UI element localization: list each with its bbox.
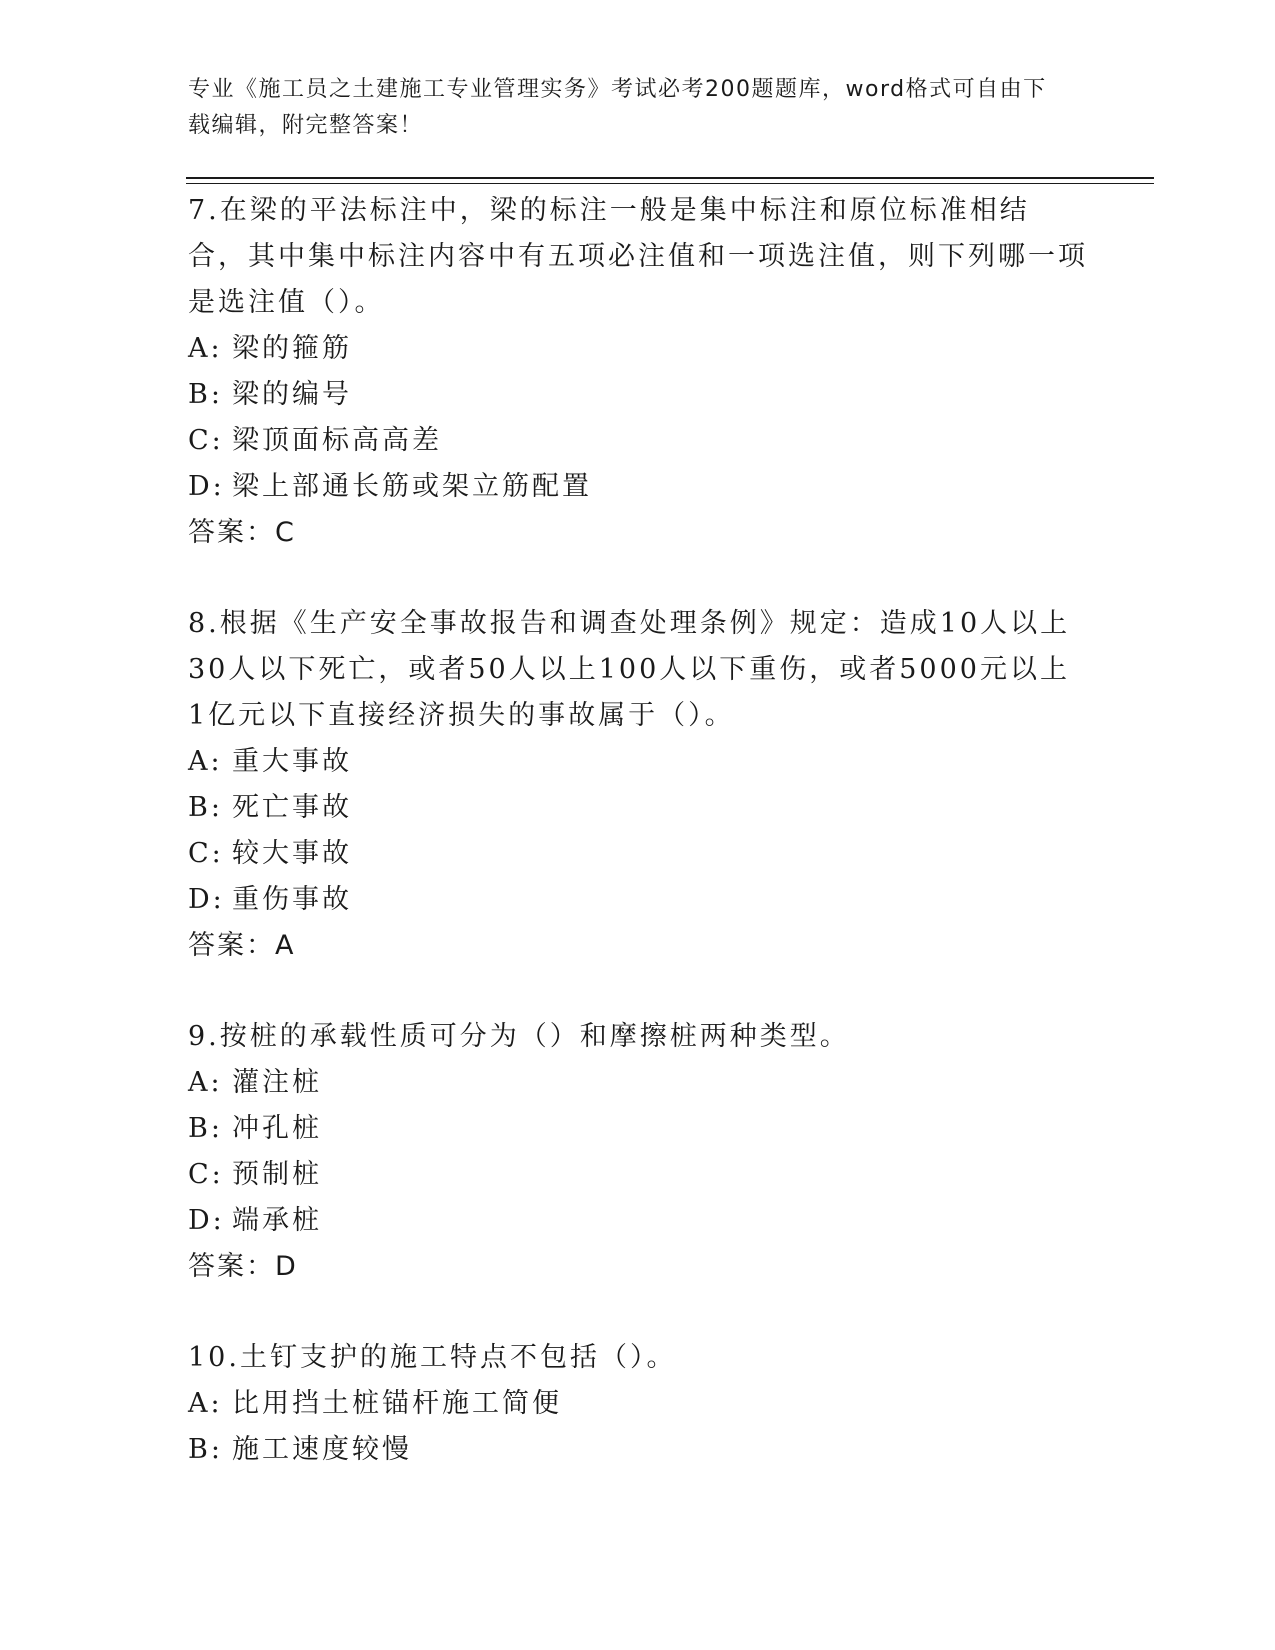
question-spacer: [188, 969, 1088, 1014]
option-text: 较大事故: [232, 838, 352, 869]
option-key: C:: [188, 838, 224, 869]
option-a: [188, 1060, 1088, 1106]
option-d: [188, 464, 1088, 510]
document-header: 专业《施工员之土建施工专业管理实务》考试必考200题题库，word格式可自由下载编辑，附完整答案！: [188, 77, 1047, 138]
question-7: [188, 188, 1088, 556]
option-text: 重大事故: [232, 746, 352, 777]
option-key: D:: [188, 1205, 225, 1236]
answer-line: 答案：D: [188, 1251, 298, 1282]
option-text: 冲孔桩: [232, 1113, 322, 1144]
question-stem: 7.在梁的平法标注中，梁的标注一般是集中标注和原位标准相结合，其中集中标注内容中有五项必注值和一项选注值，则下列哪一项是选注值（）。: [188, 195, 1088, 318]
option-key: B:: [188, 792, 223, 823]
answer-line: 答案：A: [188, 930, 296, 961]
option-c: [188, 831, 1088, 877]
option-key: D:: [188, 884, 225, 915]
option-text: 梁顶面标高高差: [232, 425, 442, 456]
answer-line: 答案：C: [188, 517, 296, 548]
option-key: B:: [188, 1113, 223, 1144]
option-key: A:: [188, 1067, 223, 1098]
question-list: [188, 188, 1088, 1473]
option-text: 端承桩: [232, 1205, 322, 1236]
option-key: C:: [188, 1159, 224, 1190]
question-9: [188, 1014, 1088, 1290]
option-d: [188, 877, 1088, 923]
option-a: [188, 326, 1088, 372]
option-text: 重伤事故: [232, 884, 352, 915]
question-stem: 8.根据《生产安全事故报告和调查处理条例》规定：造成10人以上30人以下死亡，或者50人以上100人以下重伤，或者5000元以上1亿元以下直接经济损失的事故属于（）。: [188, 608, 1071, 731]
option-key: D:: [188, 471, 225, 502]
option-b: [188, 785, 1088, 831]
question-spacer: [188, 556, 1088, 601]
question-10: [188, 1335, 1088, 1473]
option-key: C:: [188, 425, 224, 456]
option-text: 比用挡土桩锚杆施工简便: [232, 1388, 562, 1419]
header-divider-thin: [186, 183, 1154, 184]
option-key: A:: [188, 746, 223, 777]
option-text: 梁的编号: [232, 379, 352, 410]
option-text: 灌注桩: [232, 1067, 322, 1098]
question-8: [188, 601, 1088, 969]
option-key: A:: [188, 333, 223, 364]
header-divider-thick: [186, 177, 1154, 179]
option-text: 施工速度较慢: [232, 1434, 412, 1465]
option-b: [188, 372, 1088, 418]
option-d: [188, 1198, 1088, 1244]
option-text: 预制桩: [232, 1159, 322, 1190]
option-c: [188, 1152, 1088, 1198]
question-stem: 10.土钉支护的施工特点不包括（）。: [188, 1342, 677, 1373]
option-c: [188, 418, 1088, 464]
option-b: [188, 1106, 1088, 1152]
option-text: 梁的箍筋: [232, 333, 352, 364]
option-key: A:: [188, 1388, 223, 1419]
option-b: [188, 1427, 1088, 1473]
question-stem: 9.按桩的承载性质可分为（）和摩擦桩两种类型。: [188, 1021, 850, 1052]
option-a: [188, 1381, 1088, 1427]
option-key: B:: [188, 379, 223, 410]
question-spacer: [188, 1290, 1088, 1335]
option-text: 梁上部通长筋或架立筋配置: [232, 471, 592, 502]
option-key: B:: [188, 1434, 223, 1465]
option-a: [188, 739, 1088, 785]
option-text: 死亡事故: [232, 792, 352, 823]
